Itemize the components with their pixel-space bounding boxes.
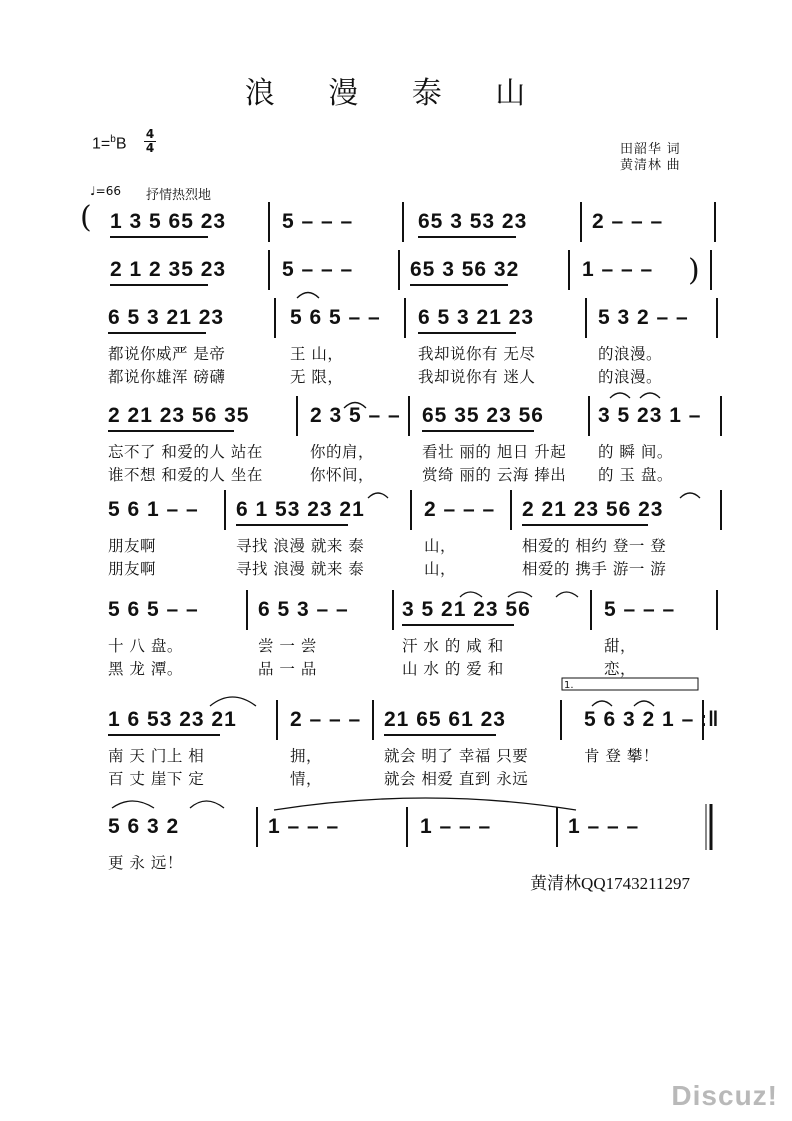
measure-notes: 3 5 21 23 56 <box>402 598 531 621</box>
lyric-verse-2: 情， <box>290 770 323 788</box>
lyricist-credit: 田韶华 词 <box>620 141 681 156</box>
lyric-verse-2: 就会 相爱 直到 永远 <box>384 770 529 788</box>
lyric-verse-1: 拥， <box>290 747 323 765</box>
measure-notes: 2 – – – <box>290 708 362 731</box>
slur <box>592 701 612 706</box>
slur <box>460 592 482 597</box>
measure-notes: 5 – – – <box>282 258 354 281</box>
measure-notes: 6 5 3 21 23 <box>108 306 225 329</box>
volta-bracket <box>562 678 698 690</box>
lyric-verse-1: 更 永 远！ <box>108 854 183 872</box>
slur <box>112 801 154 808</box>
lyric-verse-2: 赏绮 丽的 云海 捧出 <box>422 466 567 484</box>
watermark: Discuz! <box>671 1080 778 1111</box>
lyric-verse-1: 看壮 丽的 旭日 升起 <box>422 443 567 461</box>
lyric-verse-1: 甜， <box>604 637 637 655</box>
lyric-verse-2: 山 水 的 爱 和 <box>402 660 504 678</box>
measure-notes: 6 1 53 23 21 <box>236 498 365 521</box>
slur <box>344 403 366 409</box>
lyric-verse-2: 都说你雄浑 磅礴 <box>108 368 226 386</box>
lyric-verse-2: 黑 龙 潭。 <box>108 660 183 678</box>
slur <box>556 592 578 597</box>
measure-notes: 5 – – – <box>604 598 676 621</box>
repeat-close-paren: ) <box>688 253 700 288</box>
slur <box>297 293 319 299</box>
lyric-verse-1: 我却说你有 无尽 <box>418 345 536 363</box>
slur <box>634 701 654 706</box>
lyric-verse-2: 山， <box>424 560 457 578</box>
lyric-verse-2: 的 玉 盘。 <box>598 466 673 484</box>
measure-notes: 2 – – – <box>592 210 664 233</box>
lyric-verse-2: 寻找 浪漫 就来 泰 <box>236 560 365 578</box>
tempo-marking: ♩=66 <box>90 184 121 198</box>
measure-notes: 2 21 23 56 23 <box>522 498 664 521</box>
measure-notes: 65 3 56 32 <box>410 258 520 281</box>
repeat-open-paren: ( <box>80 200 92 235</box>
time-signature: 4 4 <box>145 127 155 155</box>
measure-notes: 5 6 5 – – <box>290 306 381 329</box>
lyric-verse-1: 朋友啊 <box>108 537 157 555</box>
slur <box>210 697 256 706</box>
measure-notes: 2 1 2 35 23 <box>110 258 227 281</box>
lyric-verse-2: 百 丈 崖下 定 <box>108 770 205 788</box>
lyric-verse-2: 谁不想 和爱的人 坐在 <box>108 466 263 484</box>
tie <box>274 798 576 810</box>
slur <box>368 493 388 498</box>
lyric-verse-1: 都说你威严 是帝 <box>108 345 226 363</box>
lyric-verse-2: 你怀间， <box>310 466 375 484</box>
measure-notes: 6 5 3 21 23 <box>418 306 535 329</box>
slur <box>610 393 630 398</box>
lyric-verse-1: 你的肩， <box>310 443 375 461</box>
lyric-verse-1: 汗 水 的 咸 和 <box>402 637 504 655</box>
measure-notes: 1 – – – <box>568 815 640 838</box>
lyric-verse-1: 王 山， <box>290 345 344 363</box>
slur <box>640 393 660 398</box>
measure-notes: 1 3 5 65 23 <box>110 210 227 233</box>
measure-notes: 2 – – – <box>424 498 496 521</box>
measure-notes: 6 5 3 – – <box>258 598 349 621</box>
repeat-sign: :‖ <box>700 708 720 731</box>
measure-notes: 1 – – – <box>268 815 340 838</box>
measure-notes: 1 – – – <box>582 258 654 281</box>
slur <box>190 801 224 808</box>
author-signature: 黄清林QQ1743211297 <box>530 874 690 893</box>
measure-notes: 65 35 23 56 <box>422 404 544 427</box>
lyric-verse-1: 寻找 浪漫 就来 泰 <box>236 537 365 555</box>
lyric-verse-2: 无 限， <box>290 368 344 386</box>
measure-notes: 3 5 23 1 – <box>598 404 702 427</box>
lyric-verse-1: 尝 一 尝 <box>258 637 317 655</box>
lyric-verse-2: 我却说你有 迷人 <box>418 368 536 386</box>
lyric-verse-2: 品 一 品 <box>258 660 317 678</box>
measure-notes: 1 6 53 23 21 <box>108 708 237 731</box>
lyric-verse-1: 的 瞬 间。 <box>598 443 673 461</box>
volta-label: 1. <box>564 680 574 691</box>
lyric-verse-1: 相爱的 相约 登一 登 <box>522 537 667 555</box>
lyric-verse-1: 南 天 门上 相 <box>108 747 205 765</box>
measure-notes: 5 6 5 – – <box>108 598 199 621</box>
measure-notes: 5 6 3 2 1 – <box>584 708 695 731</box>
measure-notes: 65 3 53 23 <box>418 210 528 233</box>
lyric-verse-1: 就会 明了 幸福 只要 <box>384 747 529 765</box>
lyric-verse-1: 的浪漫。 <box>598 345 663 363</box>
measure-notes: 2 21 23 56 35 <box>108 404 250 427</box>
measure-notes: 5 3 2 – – <box>598 306 689 329</box>
lyric-verse-1: 忘不了 和爱的人 站在 <box>108 443 263 461</box>
lyric-verse-1: 十 八 盘。 <box>108 637 183 655</box>
composer-credit: 黄清林 曲 <box>620 157 681 172</box>
measure-notes: 1 – – – <box>420 815 492 838</box>
measure-notes: 21 65 61 23 <box>384 708 506 731</box>
lyric-verse-1: 肯 登 攀！ <box>584 747 659 765</box>
lyric-verse-2: 恋， <box>604 660 637 678</box>
slur <box>508 592 532 597</box>
measure-notes: 5 6 3 2 <box>108 815 180 838</box>
lyric-verse-2: 朋友啊 <box>108 560 157 578</box>
key-signature: 1=$^b$B <box>92 134 127 153</box>
slur <box>680 493 700 498</box>
song-title: 浪 漫 泰 山 <box>244 76 548 111</box>
expression-marking: 抒情热烈地 <box>146 188 212 203</box>
lyric-verse-1: 山， <box>424 537 457 555</box>
measure-notes: 2 3 5 – – <box>310 404 401 427</box>
lyric-verse-2: 的浪漫。 <box>598 368 663 386</box>
measure-notes: 5 6 1 – – <box>108 498 199 521</box>
lyric-verse-2: 相爱的 携手 游一 游 <box>522 560 667 578</box>
measure-notes: 5 – – – <box>282 210 354 233</box>
